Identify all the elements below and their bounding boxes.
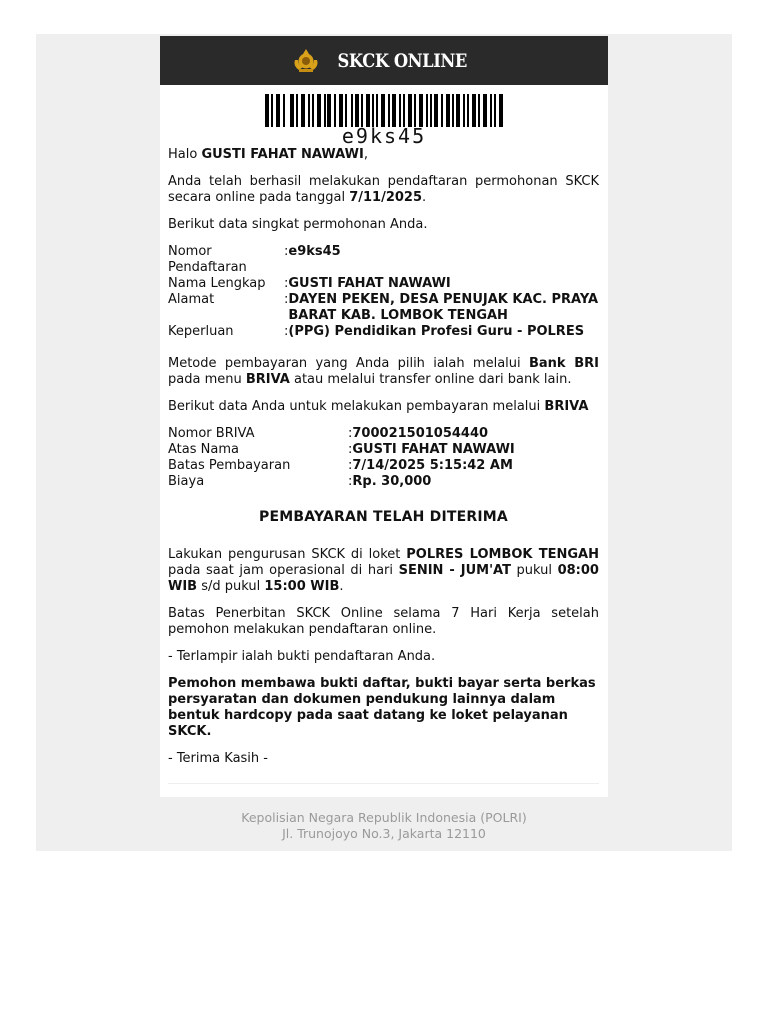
detail-label: Keperluan — [168, 324, 234, 339]
applicant-name: GUSTI FAHAT NAWAWI — [201, 147, 364, 162]
payment-intro — [168, 399, 599, 415]
instructions-paragraph — [168, 547, 599, 595]
payment-method-paragraph — [168, 356, 599, 388]
email-card — [160, 36, 608, 797]
payment-intro-text: Berikut data Anda untuk melakukan pembayaran melalui — [168, 399, 545, 414]
greeting — [168, 147, 599, 163]
detail-value: (PPG) Pendidikan Profesi Guru - POLRES — [288, 324, 585, 339]
colon: : — [284, 292, 289, 307]
instructions-text: pukul — [510, 563, 558, 578]
payment-row — [168, 426, 599, 442]
payment-value: GUSTI FAHAT NAWAWI — [352, 442, 515, 457]
registration-date: 7/11/2025 — [349, 190, 423, 205]
office-close-time: 15:00 WIB — [264, 579, 340, 594]
application-details — [168, 244, 599, 340]
payment-method-text: Metode pembayaran yang Anda pilih ialah melalui — [168, 356, 529, 371]
email-body — [160, 147, 608, 784]
colon: : — [348, 426, 353, 441]
colon: : — [348, 458, 353, 473]
barcode-block — [160, 94, 608, 147]
attachment-note: - Terlampir ialah bukti pendaftaran Anda. — [168, 649, 436, 664]
payment-value: 700021501054440 — [352, 426, 489, 441]
instructions-text: . — [339, 579, 344, 594]
bring-documents-note: Pemohon membawa bukti daftar, bukti bayar serta berkas persyaratan dan dokumen pendukung lainnya dalam bentuk hardcopy pada saat datang ke loket pelayanan SKCK. — [168, 676, 596, 739]
detail-row — [168, 324, 599, 340]
footer — [36, 810, 732, 842]
office-open-time: 08:00 WIB — [168, 563, 599, 594]
detail-value: DAYEN PEKEN, DESA PENUJAK KAC. PRAYA BARAT KAB. LOMBOK TENGAH — [288, 292, 599, 323]
payment-label: Atas Nama — [168, 442, 239, 457]
detail-row — [168, 292, 599, 324]
payment-method-text: atau melalui transfer online dari bank lain. — [289, 372, 572, 387]
payment-status-heading: PEMBAYARAN TELAH DITERIMA — [259, 509, 508, 525]
payment-value: 7/14/2025 5:15:42 AM — [352, 458, 513, 473]
payment-intro-briva: BRIVA — [544, 399, 589, 414]
detail-value: e9ks45 — [288, 244, 341, 259]
payment-label: Nomor BRIVA — [168, 426, 255, 441]
payment-row — [168, 458, 599, 474]
footer-organization: Kepolisian Negara Republik Indonesia (POLRI) — [241, 810, 527, 825]
closing-thanks: - Terima Kasih - — [168, 751, 268, 766]
colon: : — [284, 324, 289, 339]
intro-end: . — [422, 190, 427, 205]
footer-address: Jl. Trunojoyo No.3, Jakarta 12110 — [282, 826, 486, 841]
detail-label: Nomor Pendaftaran — [168, 244, 247, 275]
payment-label: Batas Pembayaran — [168, 458, 291, 473]
intro-text: Anda telah berhasil melakukan pendaftaran permohonan SKCK secara online pada tanggal — [168, 174, 599, 205]
detail-row — [168, 244, 599, 276]
payment-method-text: pada menu — [168, 372, 246, 387]
greeting-prefix: Halo — [168, 147, 202, 162]
office-name: POLRES LOMBOK TENGAH — [406, 547, 600, 562]
email-background — [36, 34, 732, 851]
detail-value: GUSTI FAHAT NAWAWI — [288, 276, 451, 291]
colon: : — [284, 244, 289, 259]
greeting-suffix: , — [363, 147, 368, 162]
payment-details — [168, 426, 599, 490]
barcode-text: e9ks45 — [341, 124, 427, 148]
intro-paragraph — [168, 174, 599, 206]
colon: : — [348, 474, 353, 489]
office-days: SENIN - JUM'AT — [398, 563, 511, 578]
colon: : — [348, 442, 353, 457]
menu-name: BRIVA — [245, 372, 290, 387]
payment-row — [168, 442, 599, 458]
colon: : — [284, 276, 289, 291]
summary-intro: Berikut data singkat permohonan Anda. — [168, 217, 428, 232]
bottom-divider — [168, 783, 599, 784]
payment-label: Biaya — [168, 474, 205, 489]
brand-title: SKCK ONLINE — [337, 49, 467, 72]
instructions-text: s/d pukul — [197, 579, 265, 594]
payment-row — [168, 474, 599, 490]
header-banner — [160, 36, 608, 85]
barcode-graphic — [265, 94, 503, 127]
payment-value: Rp. 30,000 — [352, 474, 432, 489]
bank-name: Bank BRI — [528, 356, 599, 371]
detail-label: Nama Lengkap — [168, 276, 266, 291]
detail-label: Alamat — [168, 292, 215, 307]
deadline-note: Batas Penerbitan SKCK Online selama 7 Hari Kerja setelah pemohon melakukan pendaftaran online. — [168, 606, 599, 637]
instructions-text: pada saat jam operasional di hari — [168, 563, 399, 578]
instructions-text: Lakukan pengurusan SKCK di loket — [168, 547, 407, 562]
detail-row — [168, 276, 599, 292]
police-emblem-icon — [291, 46, 321, 76]
